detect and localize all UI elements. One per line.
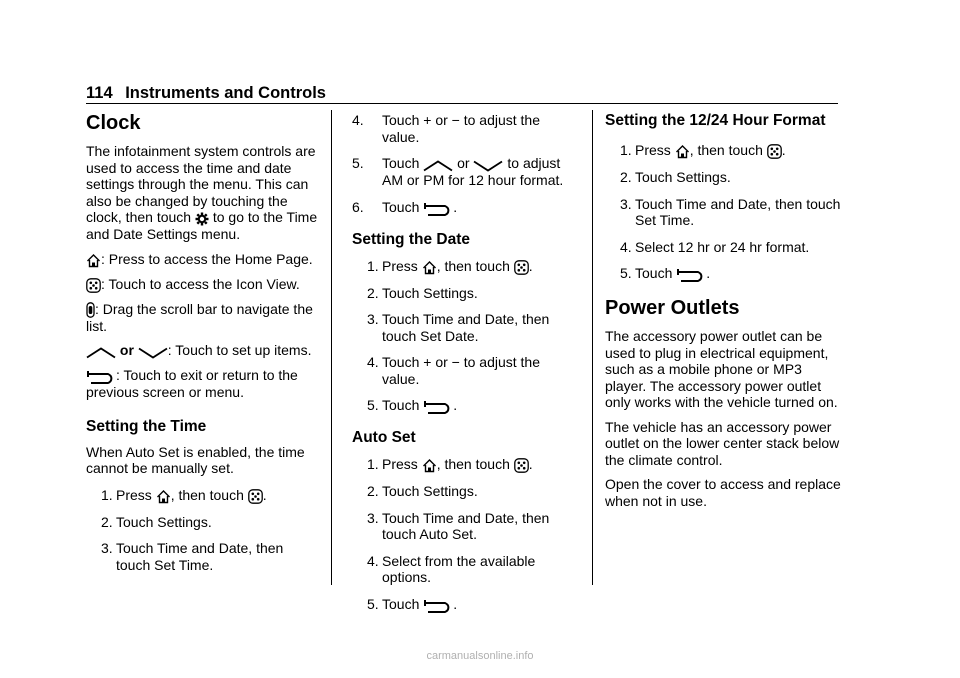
step-text: Touch Time and Date, then touch Set Time. <box>635 195 841 228</box>
apps-grid-icon <box>514 260 529 275</box>
step-text: Press <box>382 456 418 472</box>
header-rule <box>86 103 838 104</box>
step-number: 1. <box>367 257 379 274</box>
home-icon <box>422 458 437 473</box>
step-number: 2. <box>367 483 379 499</box>
format-step-5 <box>605 265 843 282</box>
home-icon <box>86 253 101 268</box>
step-number: 2. <box>101 513 113 530</box>
step-text: . <box>706 265 711 281</box>
step-text: to adjust <box>507 155 561 171</box>
step-text: Touch <box>382 595 420 612</box>
date-step-1 <box>352 258 580 275</box>
back-icon <box>423 599 453 613</box>
back-icon <box>423 202 453 216</box>
power-outlets-paragraph-2: The vehicle has an accessory power outlet on the lower center stack below the climate control. <box>605 418 840 468</box>
setting-time-intro: When Auto Set is enabled, the time cannot be manually set. <box>86 443 305 476</box>
step-number: 5. <box>620 265 632 281</box>
clock-intro-text-1: The infotainment system controls are used to access the time and date settings through the menu. This can also be changed by touching the clock, then touch <box>86 143 316 225</box>
clock-heading: Clock <box>86 112 141 134</box>
step-number: 2. <box>367 284 379 301</box>
apps-grid-icon <box>767 144 782 159</box>
step-text: . <box>453 397 458 413</box>
power-outlets-paragraph-3: Open the cover to access and replace when not in use. <box>605 476 841 509</box>
format-step-4 <box>605 239 843 256</box>
page-number: 114 <box>86 84 113 102</box>
column-3 <box>605 108 843 509</box>
step-text: Touch Settings. <box>382 284 478 301</box>
step-text: , then touch <box>170 486 244 503</box>
step-text: AM or PM for 12 hour format. <box>382 172 564 188</box>
date-step-5 <box>352 397 580 414</box>
chevron-up-icon <box>86 347 116 359</box>
step-text: . <box>453 198 458 215</box>
step-text: Touch + or − to adjust the value. <box>382 112 540 145</box>
step-number: 5. <box>367 397 379 413</box>
step-text: Touch Settings. <box>635 169 731 185</box>
step-number: 1. <box>367 456 379 472</box>
step-text: . <box>528 456 533 472</box>
step-number: 4. <box>620 238 632 255</box>
date-step-2 <box>352 285 580 302</box>
hour-format-heading: Setting the 12/24 Hour Format <box>605 112 826 129</box>
scroll-bar-icon <box>86 302 95 318</box>
auto-step-3 <box>352 510 580 543</box>
column-divider-1 <box>331 110 332 585</box>
power-outlets-paragraph-1: The accessory power outlet can be used to plug in electrical equipment, such as a mobile phone or MP3 player. The accessory power outlet only works with the vehicle turned on. <box>605 328 838 410</box>
clock-intro-text-2: to go to the Time and Date Settings menu. <box>86 209 318 242</box>
home-icon <box>675 144 690 159</box>
apps-description <box>86 276 318 293</box>
step-text: , then touch <box>436 257 510 274</box>
back-description-text: : Touch to exit or return to the previous screen or menu. <box>86 367 298 400</box>
step-number: 4. <box>367 354 379 370</box>
step-number: 1. <box>101 486 113 503</box>
step-text: Touch Time and Date, then touch Set Time. <box>116 540 284 573</box>
chevron-up-icon <box>423 160 453 172</box>
date-step-4 <box>352 354 580 387</box>
home-icon <box>422 260 437 275</box>
step-number: 3. <box>367 311 379 327</box>
step-text: . <box>528 257 533 274</box>
power-outlets-heading: Power Outlets <box>605 297 740 319</box>
auto-step-2 <box>352 483 580 500</box>
time-step-1 <box>86 487 318 504</box>
home-description-text: : Press to access the Home Page. <box>101 250 313 267</box>
or-word: or <box>457 155 470 171</box>
updown-description-text: : Touch to set up items. <box>167 342 312 358</box>
column-divider-2 <box>592 110 593 585</box>
step-text: Touch <box>382 198 420 215</box>
apps-description-text: : Touch to access the Icon View. <box>101 275 300 292</box>
scroll-description-text: : Drag the scroll bar to navigate the list. <box>86 300 313 334</box>
step-text: Touch <box>635 265 673 281</box>
apps-grid-icon <box>248 489 263 504</box>
watermark: carmanualsonline.info <box>426 650 534 662</box>
step-text: Select 12 hr or 24 hr format. <box>635 238 810 255</box>
updown-description <box>86 342 318 359</box>
step-text: Touch Time and Date, then touch Auto Set. <box>382 509 550 542</box>
time-step-4 <box>352 112 580 145</box>
column-1 <box>86 108 318 573</box>
step-number: 2. <box>620 169 632 185</box>
home-icon <box>156 489 171 504</box>
section-title: Instruments and Controls <box>125 84 326 102</box>
step-text: Touch Settings. <box>116 513 212 530</box>
time-step-2 <box>86 514 318 531</box>
page-header <box>86 84 326 103</box>
step-number: 6. <box>352 198 364 215</box>
setting-date-heading: Setting the Date <box>352 230 470 248</box>
auto-step-5 <box>352 596 580 613</box>
step-text: Touch Settings. <box>382 483 478 499</box>
auto-set-heading: Auto Set <box>352 429 416 446</box>
step-text: Press <box>382 257 418 274</box>
step-number: 5. <box>367 595 379 612</box>
apps-grid-icon <box>86 278 101 293</box>
time-step-6 <box>352 199 580 216</box>
step-number: 5. <box>352 155 364 171</box>
home-description <box>86 251 318 268</box>
step-text: Touch + or − to adjust the value. <box>382 354 540 387</box>
step-text: Touch <box>382 155 420 171</box>
chevron-down-icon <box>473 160 503 172</box>
format-step-2 <box>605 169 843 186</box>
back-icon <box>676 268 706 282</box>
apps-grid-icon <box>514 458 529 473</box>
setting-time-heading: Setting the Time <box>86 417 207 435</box>
format-step-1 <box>605 142 843 159</box>
auto-step-4 <box>352 553 580 586</box>
step-text: . <box>781 142 786 158</box>
step-text: . <box>453 595 458 612</box>
back-icon <box>86 370 116 384</box>
step-text: Touch <box>382 397 420 413</box>
column-2 <box>352 108 580 613</box>
time-step-5 <box>352 155 580 189</box>
step-number: 3. <box>101 540 113 556</box>
scroll-description <box>86 301 318 335</box>
back-icon <box>423 400 453 414</box>
date-step-3 <box>352 311 580 344</box>
auto-step-1 <box>352 456 580 473</box>
step-text: , then touch <box>436 456 510 472</box>
step-number: 3. <box>620 195 632 212</box>
format-step-3 <box>605 196 843 229</box>
clock-intro <box>86 143 318 243</box>
or-word: or <box>119 342 134 358</box>
time-step-3 <box>86 540 318 573</box>
step-text: Press <box>116 486 152 503</box>
step-number: 3. <box>367 509 379 526</box>
step-text: . <box>262 486 267 503</box>
step-number: 1. <box>620 142 632 158</box>
step-text: , then touch <box>689 142 763 158</box>
step-text: Select from the available options. <box>382 552 536 585</box>
gear-icon <box>195 212 209 226</box>
step-number: 4. <box>367 552 379 569</box>
step-text: Press <box>635 142 671 158</box>
step-number: 4. <box>352 112 364 128</box>
step-text: Touch Time and Date, then touch Set Date. <box>382 311 550 344</box>
chevron-down-icon <box>138 347 168 359</box>
back-description <box>86 367 318 401</box>
